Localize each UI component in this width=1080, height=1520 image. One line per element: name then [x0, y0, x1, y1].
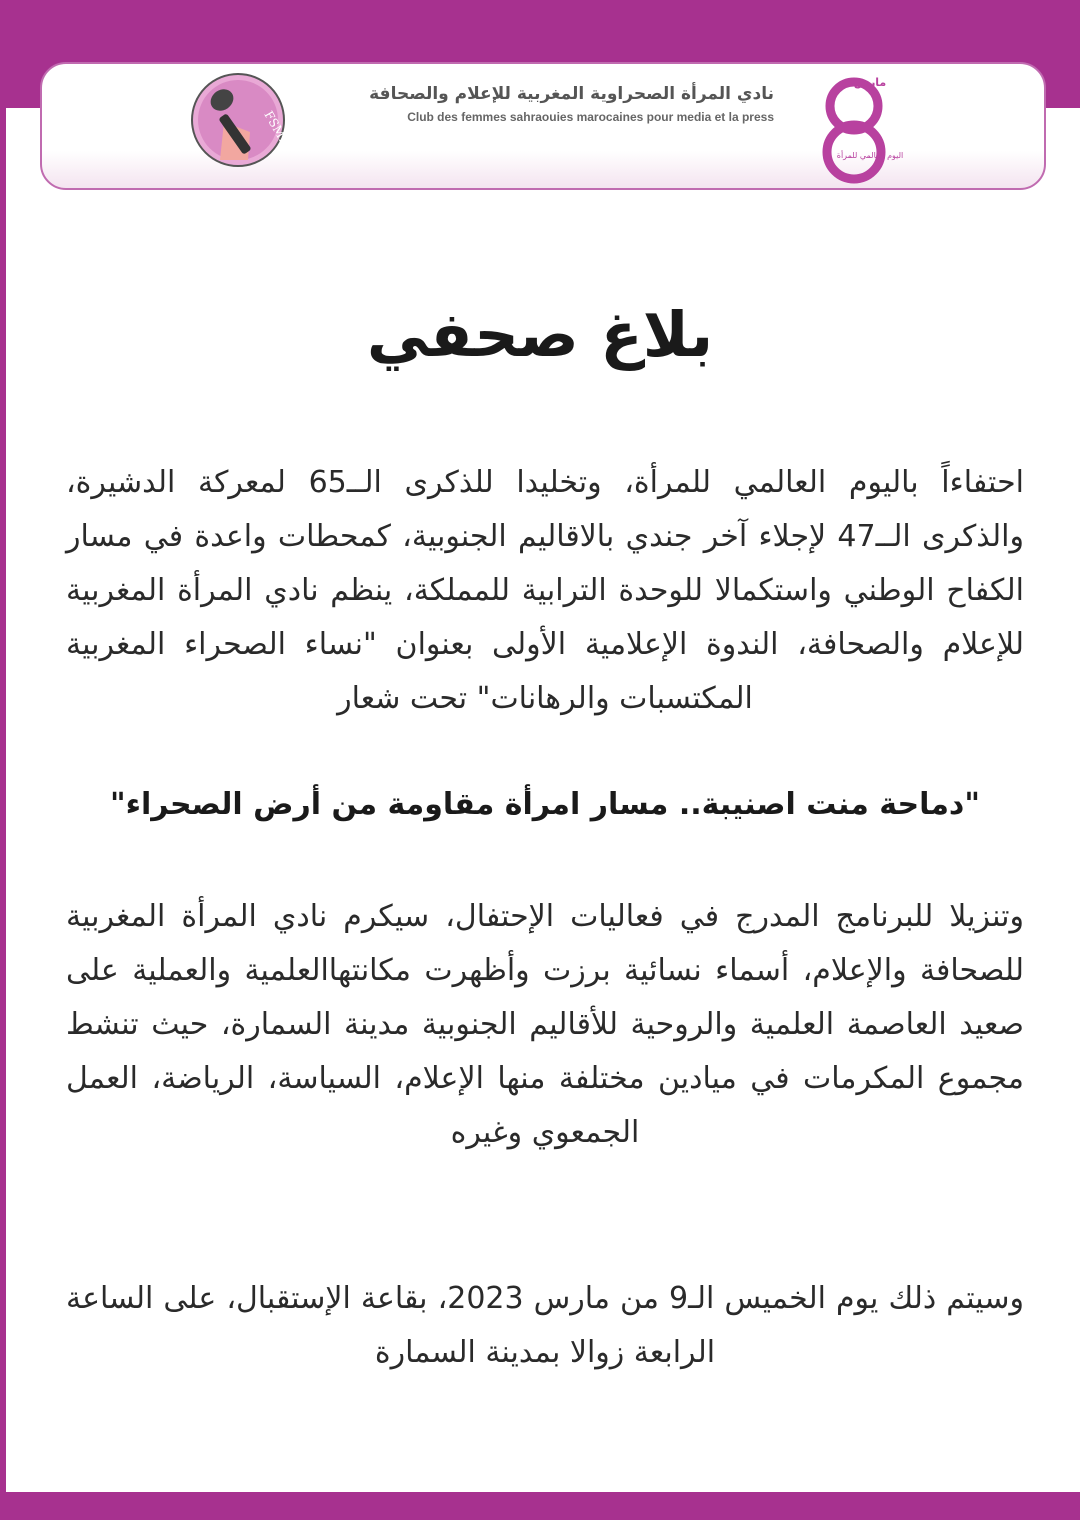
document-title: بلاغ صحفي — [366, 298, 714, 371]
paragraph-intro: احتفاءاً باليوم العالمي للمرأة، وتخليدا للذكرى الــ65 لمعركة الدشيرة، والذكرى الــ47 لإجلاء آخر جندي بالاقاليم الجنوبية، كمحطات واعدة في مسار الكفاح الوطني واستكمالا للوحدة الترابية للمملكة، ينظم نادي المرأة المغربية للإعلام والصحافة، الندوة الإعلامية الأولى بعنوان "نساء الصحراء المغربية المكتسبات والرهانات" تحت شعار — [66, 465, 1024, 716]
womens-day-logo — [808, 66, 912, 184]
svg-text:اليوم العالمي للمرأة: اليوم العالمي للمرأة — [836, 151, 904, 160]
svg-text:مارس: مارس — [853, 76, 887, 89]
left-color-strip — [0, 0, 6, 1520]
svg-text:FSMP: FSMP — [261, 108, 292, 148]
paragraph-honorees: وتنزيلا للبرنامج المدرج في فعاليات الإحتفال، سيكرم نادي المرأة المغربية للصحافة والإعلام، أسماء نسائية برزت وأظهرت مكانتهاالعلمية والعملية على صعيد العاصمة العلمية والروحية للأقاليم الجنوبية مدينة السمارة، حيث تنشط مجموع المكرمات في ميادين مختلفة منها الإعلام، السياسة، الرياضة، العمل الجمعوي وغيره — [66, 899, 1024, 1150]
club-name-french: Club des femmes sahraouies marocaines pour media et la press — [407, 110, 774, 124]
paragraph-date-venue: وسيتم ذلك يوم الخميس الـ9 من مارس 2023، بقاعة الإستقبال، على الساعة الرابعة زوالا بمدينة السمارة — [66, 1281, 1024, 1370]
event-slogan: "دماحة منت اصنيبة.. مسار امرأة مقاومة من أرض الصحراء" — [110, 787, 980, 822]
club-name-block — [304, 84, 774, 124]
bottom-color-band — [0, 1492, 1080, 1520]
letterhead — [40, 62, 1046, 190]
club-microphone-logo — [190, 72, 292, 168]
club-name-arabic: نادي المرأة الصحراوية المغربية للإعلام والصحافة — [369, 84, 774, 104]
